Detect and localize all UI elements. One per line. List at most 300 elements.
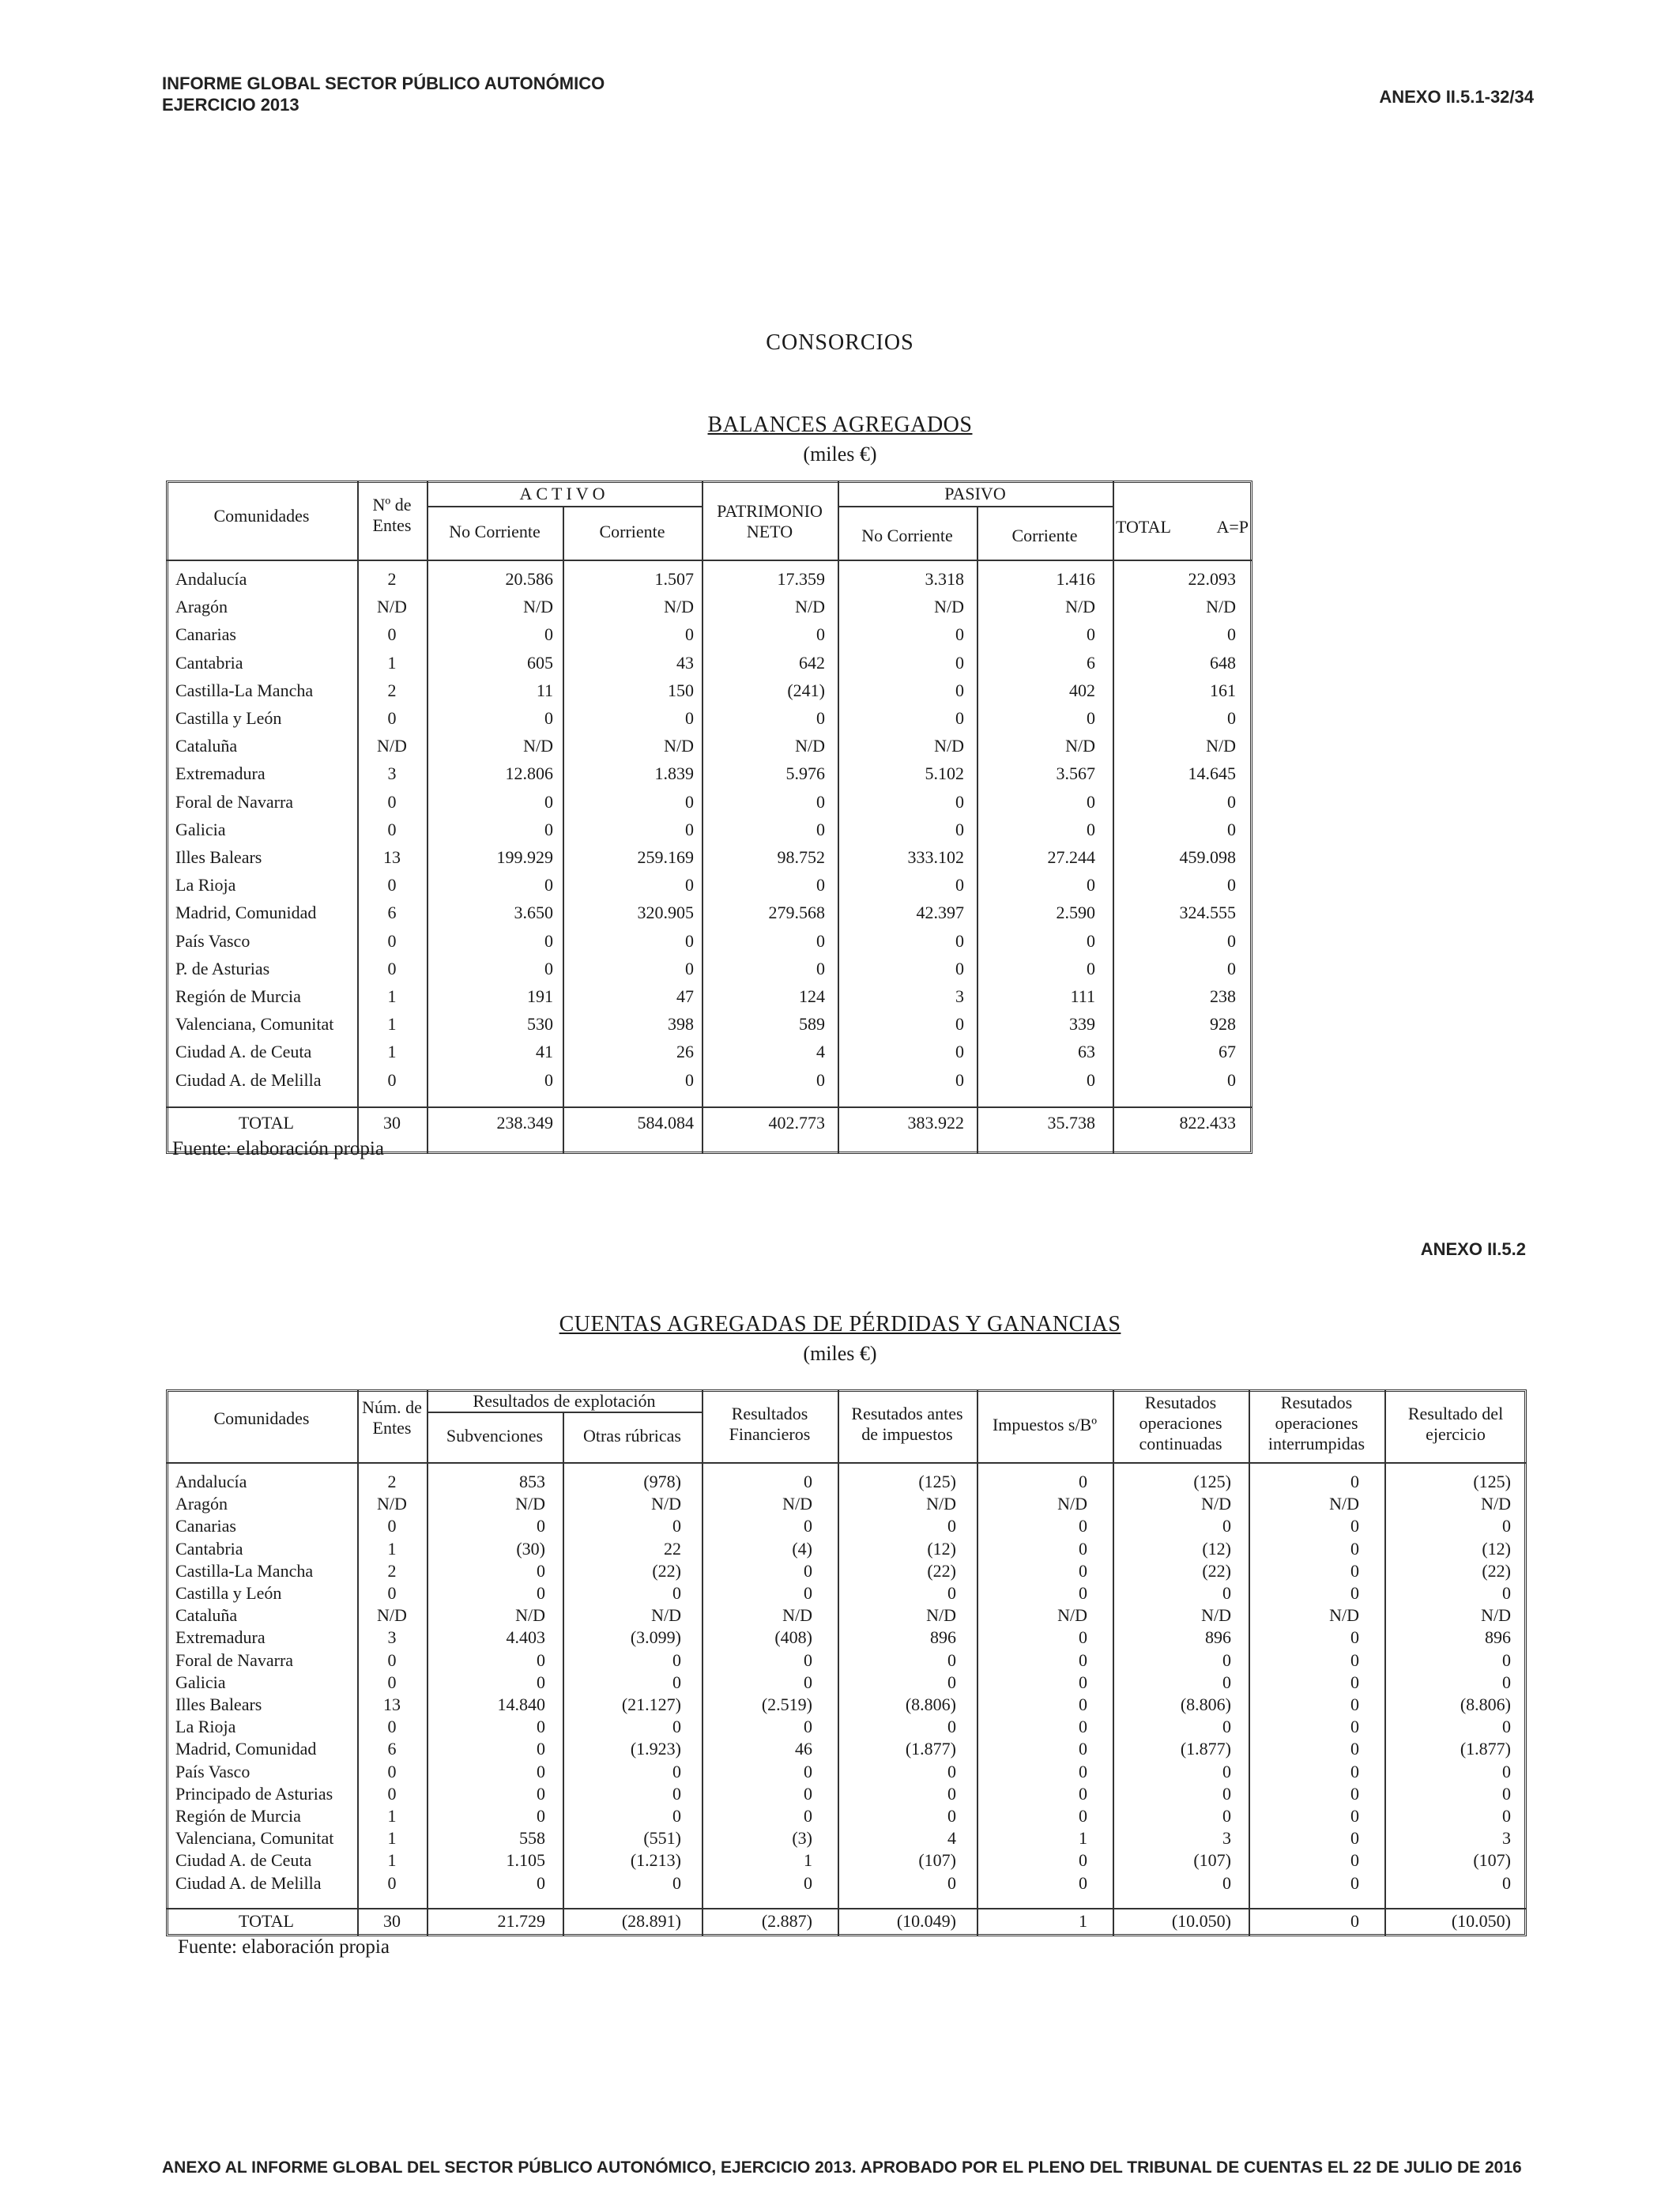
balances-cell-patrimonio: 17.359 xyxy=(777,569,825,589)
pyg-cell-financieros: N/D xyxy=(782,1605,812,1626)
balances-cell-pasivo-c: 0 xyxy=(1087,791,1095,812)
pyg-cell-entes: 0 xyxy=(387,1761,397,1781)
pyg-cell-subvenciones: 0 xyxy=(537,1761,545,1781)
balances-cell-activo-nc: 0 xyxy=(544,958,553,978)
balances-total-patrimonio: 402.773 xyxy=(768,1113,825,1133)
pyg-cell-continuadas: N/D xyxy=(1201,1494,1231,1514)
balances-cell-pasivo-c: N/D xyxy=(1065,597,1095,617)
pyg-col-resultado-line1: Resultado del xyxy=(1407,1404,1504,1423)
pyg-cell-resultado: 3 xyxy=(1502,1828,1511,1849)
pyg-cell-entes: N/D xyxy=(377,1494,407,1514)
pyg-cell-subvenciones: 0 xyxy=(537,1739,545,1759)
balances-cell-entes: 2 xyxy=(387,569,397,589)
pyg-cell-continuadas: 0 xyxy=(1222,1583,1231,1603)
col-patrimonio-line2: NETO xyxy=(746,522,793,541)
pyg-cell-antes: 0 xyxy=(947,1872,956,1893)
pyg-cell-continuadas: (107) xyxy=(1193,1850,1231,1871)
pyg-cell-subvenciones: (30) xyxy=(516,1538,545,1559)
pyg-cell-antes: 896 xyxy=(930,1627,956,1648)
pyg-cell-entes: 13 xyxy=(383,1695,401,1714)
balances-total-activo-nc: 238.349 xyxy=(496,1113,553,1133)
balances-cell-comunidad: Ciudad A. de Melilla xyxy=(175,1069,322,1090)
pyg-cell-antes: 0 xyxy=(947,1783,956,1804)
pyg-cell-financieros: (2.519) xyxy=(761,1695,812,1714)
balances-cell-pasivo-nc: 0 xyxy=(955,819,964,839)
balances-cell-total: 0 xyxy=(1227,875,1236,895)
balances-cell-activo-c: 259.169 xyxy=(637,847,694,867)
pyg-cell-comunidad: Principado de Asturias xyxy=(175,1783,333,1804)
annex-label: ANEXO II.5.2 xyxy=(1420,1239,1526,1259)
col-total: TOTAL xyxy=(1116,517,1171,537)
pyg-cell-continuadas: (1.877) xyxy=(1180,1739,1231,1759)
balances-cell-comunidad: Extremadura xyxy=(175,763,266,784)
balances-cell-comunidad: Castilla-La Mancha xyxy=(175,680,314,700)
page-footer: ANEXO AL INFORME GLOBAL DEL SECTOR PÚBLICO AUTONÓMICO, EJERCICIO 2013. APROBADO POR EL PLENO DEL TRIBUNAL DE CUENTAS EL 22 DE JULIO DE 2016 xyxy=(162,2158,1522,2177)
balances-cell-patrimonio: 0 xyxy=(816,958,825,978)
balances-cell-entes: 0 xyxy=(387,875,397,895)
pyg-source: Fuente: elaboración propia xyxy=(178,1936,390,1958)
pyg-cell-comunidad: Región de Murcia xyxy=(175,1806,301,1826)
pyg-cell-interrumpidas: 0 xyxy=(1350,1560,1359,1581)
pyg-cell-interrumpidas: 0 xyxy=(1350,1783,1359,1804)
balances-cell-entes: 6 xyxy=(387,903,397,923)
pyg-cell-continuadas: 0 xyxy=(1222,1717,1231,1737)
balances-cell-comunidad: Castilla y León xyxy=(175,708,282,728)
pyg-cell-continuadas: (12) xyxy=(1202,1538,1231,1559)
pyg-cell-impuestos: 0 xyxy=(1079,1560,1087,1581)
balances-cell-pasivo-nc: 0 xyxy=(955,875,964,895)
pyg-cell-interrumpidas: 0 xyxy=(1350,1583,1359,1603)
pyg-cell-resultado: 896 xyxy=(1485,1627,1511,1648)
balances-cell-entes: 2 xyxy=(387,680,397,700)
pyg-cell-impuestos: 0 xyxy=(1079,1717,1087,1737)
pyg-cell-antes: (8.806) xyxy=(905,1695,956,1714)
pyg-cell-financieros: 0 xyxy=(804,1872,812,1893)
pyg-cell-impuestos: 0 xyxy=(1079,1649,1087,1670)
pyg-cell-subvenciones: 0 xyxy=(537,1649,545,1670)
balances-cell-pasivo-nc: 0 xyxy=(955,1069,964,1090)
balances-cell-total: 238 xyxy=(1210,986,1236,1006)
balances-cell-entes: N/D xyxy=(377,736,407,756)
balances-cell-entes: 0 xyxy=(387,930,397,951)
balances-cell-activo-c: 0 xyxy=(685,958,694,978)
pyg-total-resultado: (10.050) xyxy=(1451,1911,1511,1931)
balances-cell-pasivo-c: N/D xyxy=(1065,736,1095,756)
balances-cell-activo-nc: 0 xyxy=(544,791,553,812)
balances-cell-total: 324.555 xyxy=(1179,903,1236,923)
balances-cell-activo-nc: 0 xyxy=(544,624,553,645)
balances-cell-comunidad: Región de Murcia xyxy=(175,986,301,1006)
pyg-cell-impuestos: 0 xyxy=(1079,1627,1087,1648)
pyg-cell-comunidad: Valenciana, Comunitat xyxy=(175,1828,334,1849)
balances-cell-total: 459.098 xyxy=(1179,847,1236,867)
balances-cell-entes: 13 xyxy=(383,847,401,867)
col-activo-no-corriente: No Corriente xyxy=(449,522,541,541)
pyg-cell-subvenciones: 853 xyxy=(519,1472,545,1491)
pyg-cell-resultado: 0 xyxy=(1502,1806,1511,1826)
pyg-total-impuestos: 1 xyxy=(1079,1911,1087,1931)
balances-cell-total: 0 xyxy=(1227,791,1236,812)
balances-cell-activo-nc: 605 xyxy=(527,652,553,673)
pyg-cell-financieros: N/D xyxy=(782,1494,812,1514)
balances-cell-activo-c: 0 xyxy=(685,708,694,728)
pyg-cell-financieros: 0 xyxy=(804,1672,812,1692)
balances-cell-patrimonio: 279.568 xyxy=(768,903,825,923)
pyg-cell-continuadas: 0 xyxy=(1222,1761,1231,1781)
balances-cell-activo-c: 0 xyxy=(685,875,694,895)
balances-cell-pasivo-c: 3.567 xyxy=(1056,763,1095,784)
balances-cell-pasivo-c: 0 xyxy=(1087,930,1095,951)
pyg-cell-comunidad: Cantabria xyxy=(175,1538,243,1559)
section-title: CONSORCIOS xyxy=(766,330,914,355)
pyg-cell-resultado: 0 xyxy=(1502,1872,1511,1893)
balances-cell-pasivo-nc: 0 xyxy=(955,791,964,812)
pyg-cell-impuestos: 0 xyxy=(1079,1783,1087,1804)
balances-cell-total: 161 xyxy=(1210,680,1236,700)
pyg-cell-resultado: (125) xyxy=(1473,1472,1511,1491)
col-activo-corriente: Corriente xyxy=(599,522,665,541)
pyg-cell-interrumpidas: 0 xyxy=(1350,1828,1359,1849)
balances-cell-pasivo-c: 27.244 xyxy=(1047,847,1095,867)
pyg-cell-antes: (1.877) xyxy=(905,1739,956,1759)
pyg-cell-resultado: 0 xyxy=(1502,1672,1511,1692)
pyg-cell-comunidad: País Vasco xyxy=(175,1761,250,1781)
balances-cell-activo-c: N/D xyxy=(664,736,694,756)
balances-total-entes: 30 xyxy=(383,1113,401,1133)
pyg-col-continuadas-line2: operaciones xyxy=(1139,1413,1222,1433)
pyg-cell-entes: 1 xyxy=(387,1850,397,1871)
balances-cell-activo-c: 0 xyxy=(685,791,694,812)
pyg-cell-resultado: (22) xyxy=(1482,1560,1511,1581)
pyg-cell-subvenciones: 0 xyxy=(537,1806,545,1826)
pyg-cell-entes: 1 xyxy=(387,1538,397,1559)
pyg-cell-otras: (21.127) xyxy=(621,1695,681,1714)
balances-cell-activo-nc: 0 xyxy=(544,930,553,951)
col-comunidades: Comunidades xyxy=(213,506,310,526)
pyg-cell-antes: 0 xyxy=(947,1672,956,1692)
balances-unit: (miles €) xyxy=(803,443,877,466)
balances-cell-activo-nc: 530 xyxy=(527,1014,553,1035)
balances-cell-patrimonio: (241) xyxy=(787,680,825,700)
pyg-cell-antes: (125) xyxy=(918,1472,956,1491)
pyg-col-resultado-line2: ejercicio xyxy=(1426,1424,1486,1444)
balances-cell-total: 0 xyxy=(1227,819,1236,839)
pyg-cell-interrumpidas: N/D xyxy=(1329,1494,1359,1514)
pyg-cell-financieros: 46 xyxy=(795,1739,812,1759)
pyg-cell-impuestos: 0 xyxy=(1079,1583,1087,1603)
pyg-cell-financieros: 0 xyxy=(804,1717,812,1737)
balances-cell-comunidad: Canarias xyxy=(175,624,236,645)
pyg-cell-interrumpidas: 0 xyxy=(1350,1850,1359,1871)
pyg-cell-comunidad: Andalucía xyxy=(175,1472,247,1491)
balances-cell-total: N/D xyxy=(1206,597,1236,617)
balances-cell-activo-nc: 0 xyxy=(544,1069,553,1090)
pyg-cell-comunidad: Ciudad A. de Ceuta xyxy=(175,1850,312,1871)
balances-cell-pasivo-nc: 0 xyxy=(955,1042,964,1062)
pyg-cell-continuadas: 896 xyxy=(1205,1627,1231,1648)
pyg-cell-antes: 4 xyxy=(947,1828,956,1849)
balances-cell-activo-nc: 3.650 xyxy=(514,903,553,923)
pyg-cell-comunidad: Galicia xyxy=(175,1672,226,1692)
balances-cell-activo-nc: 0 xyxy=(544,819,553,839)
pyg-total-entes: 30 xyxy=(383,1911,401,1931)
pyg-cell-comunidad: Castilla y León xyxy=(175,1583,282,1603)
col-pasivo-no-corriente: No Corriente xyxy=(861,526,953,545)
balances-cell-pasivo-c: 0 xyxy=(1087,708,1095,728)
pyg-total-financieros: (2.887) xyxy=(761,1911,812,1931)
col-pasivo-corriente: Corriente xyxy=(1011,526,1078,545)
pyg-cell-subvenciones: 1.105 xyxy=(506,1850,545,1871)
balances-cell-comunidad: Cantabria xyxy=(175,652,243,673)
balances-cell-entes: 0 xyxy=(387,791,397,812)
balances-cell-activo-nc: 11 xyxy=(536,680,553,700)
pyg-cell-antes: 0 xyxy=(947,1516,956,1536)
pyg-cell-interrumpidas: N/D xyxy=(1329,1605,1359,1626)
pyg-cell-interrumpidas: 0 xyxy=(1350,1627,1359,1648)
balances-cell-entes: 1 xyxy=(387,986,397,1006)
pyg-cell-otras: 0 xyxy=(672,1872,681,1893)
pyg-cell-entes: 0 xyxy=(387,1783,397,1804)
pyg-cell-impuestos: N/D xyxy=(1057,1605,1087,1626)
balances-cell-pasivo-c: 2.590 xyxy=(1056,903,1095,923)
balances-cell-comunidad: La Rioja xyxy=(175,875,236,895)
balances-cell-total: 0 xyxy=(1227,958,1236,978)
balances-cell-comunidad: Madrid, Comunidad xyxy=(175,903,317,923)
balances-cell-pasivo-nc: 333.102 xyxy=(907,847,964,867)
pyg-cell-otras: (3.099) xyxy=(630,1627,681,1648)
pyg-cell-continuadas: 0 xyxy=(1222,1516,1231,1536)
pyg-cell-subvenciones: N/D xyxy=(515,1494,545,1514)
pyg-cell-otras: 0 xyxy=(672,1672,681,1692)
balances-cell-total: 14.645 xyxy=(1188,763,1236,784)
pyg-cell-resultado: 0 xyxy=(1502,1717,1511,1737)
pyg-col-continuadas-line3: continuadas xyxy=(1139,1434,1222,1453)
pyg-cell-financieros: 0 xyxy=(804,1806,812,1826)
pyg-cell-financieros: (4) xyxy=(792,1538,812,1559)
balances-total-pasivo-nc: 383.922 xyxy=(907,1113,964,1133)
balances-cell-activo-c: 26 xyxy=(676,1042,694,1062)
balances-cell-entes: 3 xyxy=(387,763,397,784)
report-title: INFORME GLOBAL SECTOR PÚBLICO AUTONÓMICO xyxy=(162,74,605,93)
balances-cell-comunidad: Illes Balears xyxy=(175,847,262,867)
balances-cell-patrimonio: 589 xyxy=(799,1014,825,1035)
balances-total-label: TOTAL xyxy=(239,1113,294,1133)
balances-cell-pasivo-c: 1.416 xyxy=(1056,569,1095,589)
pyg-cell-antes: 0 xyxy=(947,1583,956,1603)
balances-cell-activo-c: 1.839 xyxy=(654,763,694,784)
balances-cell-pasivo-nc: 0 xyxy=(955,958,964,978)
balances-cell-pasivo-c: 63 xyxy=(1078,1042,1095,1062)
balances-cell-entes: 0 xyxy=(387,708,397,728)
pyg-cell-impuestos: 0 xyxy=(1079,1806,1087,1826)
pyg-cell-impuestos: 0 xyxy=(1079,1472,1087,1491)
pyg-cell-interrumpidas: 0 xyxy=(1350,1739,1359,1759)
pyg-cell-resultado: 0 xyxy=(1502,1583,1511,1603)
col-activo: ACTIVO xyxy=(519,484,609,503)
balances-cell-patrimonio: 0 xyxy=(816,791,825,812)
balances-cell-comunidad: Foral de Navarra xyxy=(175,791,294,812)
pyg-cell-subvenciones: 0 xyxy=(537,1783,545,1804)
balances-total-pasivo-c: 35.738 xyxy=(1047,1113,1095,1133)
pyg-cell-antes: N/D xyxy=(926,1605,956,1626)
col-entes-line1: Nº de xyxy=(372,495,412,515)
balances-cell-entes: 1 xyxy=(387,652,397,673)
pyg-cell-comunidad: Aragón xyxy=(175,1494,228,1514)
pyg-cell-entes: 0 xyxy=(387,1649,397,1670)
balances-cell-activo-nc: 191 xyxy=(527,986,553,1006)
pyg-cell-continuadas: 0 xyxy=(1222,1672,1231,1692)
balances-cell-comunidad: Galicia xyxy=(175,819,226,839)
balances-cell-pasivo-c: 0 xyxy=(1087,819,1095,839)
balances-cell-pasivo-nc: 0 xyxy=(955,624,964,645)
balances-cell-entes: 1 xyxy=(387,1042,397,1062)
pyg-cell-impuestos: 0 xyxy=(1079,1872,1087,1893)
balances-cell-pasivo-c: 339 xyxy=(1069,1014,1095,1035)
pyg-cell-impuestos: 0 xyxy=(1079,1695,1087,1714)
pyg-cell-financieros: (3) xyxy=(792,1828,812,1849)
pyg-cell-financieros: 0 xyxy=(804,1560,812,1581)
pyg-cell-otras: 0 xyxy=(672,1649,681,1670)
pyg-col-subvenciones: Subvenciones xyxy=(446,1426,544,1446)
pyg-cell-antes: 0 xyxy=(947,1806,956,1826)
pyg-cell-entes: 0 xyxy=(387,1872,397,1893)
pyg-cell-antes: (12) xyxy=(927,1538,956,1559)
pyg-cell-antes: (107) xyxy=(918,1850,956,1871)
balances-cell-activo-nc: N/D xyxy=(523,597,553,617)
col-entes-line2: Entes xyxy=(372,515,412,535)
pyg-cell-interrumpidas: 0 xyxy=(1350,1538,1359,1559)
balances-cell-activo-c: N/D xyxy=(664,597,694,617)
balances-cell-activo-nc: 199.929 xyxy=(496,847,553,867)
balances-cell-activo-c: 0 xyxy=(685,1069,694,1090)
col-patrimonio-line1: PATRIMONIO xyxy=(717,501,823,521)
balances-cell-entes: 0 xyxy=(387,624,397,645)
pyg-cell-continuadas: (8.806) xyxy=(1180,1695,1231,1714)
balances-cell-total: 0 xyxy=(1227,708,1236,728)
pyg-cell-entes: 0 xyxy=(387,1717,397,1737)
pyg-cell-entes: 3 xyxy=(387,1627,397,1648)
pyg-cell-entes: 0 xyxy=(387,1516,397,1536)
pyg-cell-entes: 0 xyxy=(387,1583,397,1603)
pyg-cell-financieros: 0 xyxy=(804,1761,812,1781)
balances-cell-activo-nc: 0 xyxy=(544,708,553,728)
pyg-cell-financieros: 0 xyxy=(804,1649,812,1670)
balances-cell-pasivo-c: 0 xyxy=(1087,875,1095,895)
balances-cell-pasivo-c: 0 xyxy=(1087,624,1095,645)
pyg-cell-antes: (22) xyxy=(927,1560,956,1581)
balances-cell-comunidad: Aragón xyxy=(175,597,228,617)
pyg-col-comunidades: Comunidades xyxy=(213,1408,310,1428)
balances-cell-total: 928 xyxy=(1210,1014,1236,1035)
pyg-col-interrumpidas-line3: interrumpidas xyxy=(1268,1434,1365,1453)
pyg-cell-otras: 0 xyxy=(672,1806,681,1826)
pyg-total-continuadas: (10.050) xyxy=(1171,1911,1231,1931)
pyg-cell-comunidad: Canarias xyxy=(175,1516,236,1536)
pyg-cell-antes: 0 xyxy=(947,1761,956,1781)
pyg-total-interrumpidas: 0 xyxy=(1350,1911,1359,1931)
pyg-col-num-line2: Entes xyxy=(372,1418,412,1438)
balances-cell-activo-c: 398 xyxy=(668,1014,694,1035)
pyg-cell-resultado: (12) xyxy=(1482,1538,1511,1559)
balances-cell-comunidad: P. de Asturias xyxy=(175,958,270,978)
pyg-cell-comunidad: Cataluña xyxy=(175,1605,238,1626)
pyg-cell-entes: 1 xyxy=(387,1828,397,1849)
balances-cell-pasivo-nc: 0 xyxy=(955,680,964,700)
balances-cell-entes: 0 xyxy=(387,1069,397,1090)
balances-cell-entes: N/D xyxy=(377,597,407,617)
pyg-cell-resultado: N/D xyxy=(1481,1494,1511,1514)
balances-cell-activo-c: 0 xyxy=(685,819,694,839)
pyg-col-explotacion: Resultados de explotación xyxy=(473,1391,656,1411)
pyg-cell-impuestos: 0 xyxy=(1079,1761,1087,1781)
balances-cell-patrimonio: 0 xyxy=(816,930,825,951)
pyg-cell-otras: (22) xyxy=(652,1560,681,1581)
pyg-cell-resultado: (107) xyxy=(1473,1850,1511,1871)
pyg-cell-subvenciones: 558 xyxy=(519,1828,545,1849)
pyg-col-financieros-line1: Resultados xyxy=(731,1404,808,1423)
pyg-cell-interrumpidas: 0 xyxy=(1350,1717,1359,1737)
pyg-cell-interrumpidas: 0 xyxy=(1350,1695,1359,1714)
pyg-cell-subvenciones: 0 xyxy=(537,1516,545,1536)
pyg-total-label: TOTAL xyxy=(239,1911,294,1931)
balances-cell-pasivo-nc: N/D xyxy=(934,597,964,617)
pyg-cell-interrumpidas: 0 xyxy=(1350,1672,1359,1692)
balances-cell-pasivo-nc: 42.397 xyxy=(916,903,964,923)
pyg-cell-impuestos: 0 xyxy=(1079,1672,1087,1692)
pyg-col-interrumpidas-line1: Resutados xyxy=(1280,1393,1353,1412)
balances-cell-patrimonio: 642 xyxy=(799,652,825,673)
balances-cell-pasivo-nc: 3 xyxy=(955,986,964,1006)
balances-cell-patrimonio: 0 xyxy=(816,819,825,839)
balances-cell-patrimonio: 124 xyxy=(799,986,825,1006)
balances-cell-entes: 0 xyxy=(387,819,397,839)
pyg-cell-otras: (551) xyxy=(643,1828,681,1849)
pyg-cell-comunidad: La Rioja xyxy=(175,1717,236,1737)
pyg-cell-interrumpidas: 0 xyxy=(1350,1472,1359,1491)
pyg-cell-impuestos: 1 xyxy=(1079,1828,1087,1849)
balances-cell-patrimonio: 98.752 xyxy=(777,847,825,867)
pyg-cell-impuestos: N/D xyxy=(1057,1494,1087,1514)
pyg-cell-otras: 0 xyxy=(672,1761,681,1781)
pyg-cell-continuadas: 0 xyxy=(1222,1649,1231,1670)
balances-cell-activo-nc: 20.586 xyxy=(505,569,553,589)
balances-source: Fuente: elaboración propia xyxy=(172,1138,384,1159)
pyg-total-otras: (28.891) xyxy=(621,1911,681,1931)
balances-cell-total: 0 xyxy=(1227,1069,1236,1090)
pyg-cell-continuadas: 3 xyxy=(1222,1828,1231,1849)
pyg-cell-financieros: 0 xyxy=(804,1583,812,1603)
pyg-cell-otras: (1.213) xyxy=(630,1850,681,1871)
pyg-cell-resultado: 0 xyxy=(1502,1649,1511,1670)
balances-cell-activo-nc: 12.806 xyxy=(505,763,553,784)
balances-cell-patrimonio: 5.976 xyxy=(785,763,825,784)
pyg-col-num-line1: Núm. de xyxy=(362,1397,422,1417)
pyg-cell-antes: 0 xyxy=(947,1649,956,1670)
balances-cell-total: 0 xyxy=(1227,930,1236,951)
balances-cell-pasivo-nc: 0 xyxy=(955,652,964,673)
pyg-col-antes-line1: Resutados antes xyxy=(851,1404,963,1423)
pyg-cell-antes: N/D xyxy=(926,1494,956,1514)
balances-cell-total: 22.093 xyxy=(1188,569,1236,589)
pyg-cell-entes: N/D xyxy=(377,1605,407,1626)
pyg-cell-financieros: (408) xyxy=(774,1627,812,1648)
pyg-cell-otras: 22 xyxy=(664,1538,681,1559)
balances-cell-comunidad: Andalucía xyxy=(175,569,247,589)
pyg-cell-continuadas: 0 xyxy=(1222,1806,1231,1826)
pyg-cell-otras: N/D xyxy=(651,1605,681,1626)
balances-title: BALANCES AGREGADOS xyxy=(707,413,973,437)
pyg-cell-financieros: 0 xyxy=(804,1472,812,1491)
